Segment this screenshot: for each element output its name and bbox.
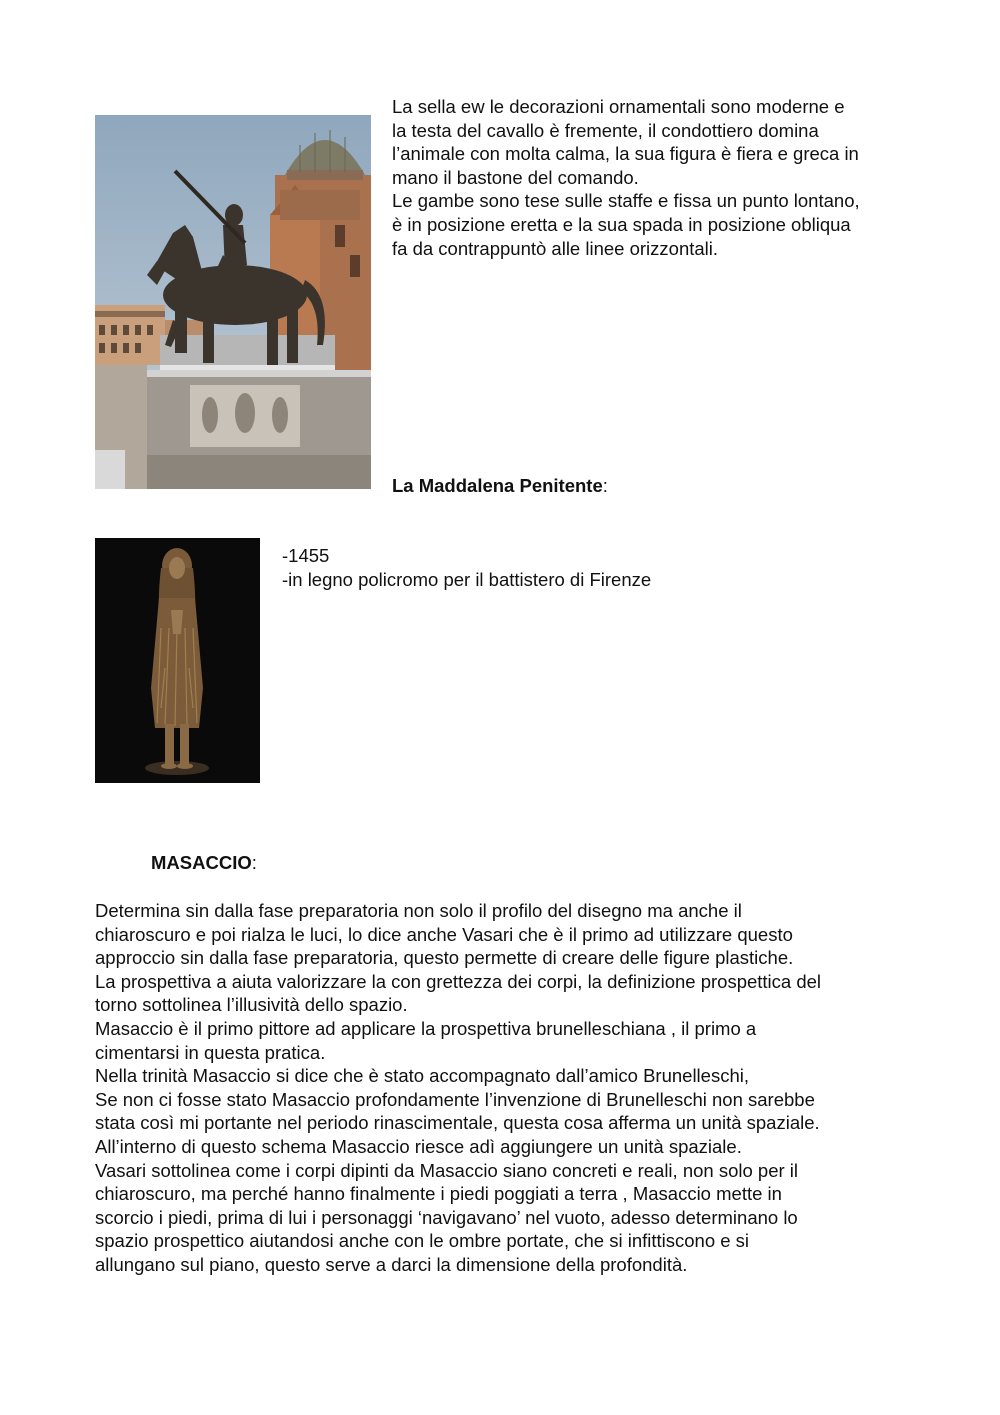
maddalena-heading-text: La Maddalena Penitente [392, 475, 603, 496]
text-line: Determina sin dalla fase preparatoria non solo il profilo del disegno ma anche il [95, 900, 742, 921]
maddalena-heading [392, 475, 608, 497]
text-line: allungano sul piano, questo serve a darci la dimensione della profondità. [95, 1253, 688, 1275]
text-line: è in posizione eretta e la sua spada in posizione obliqua [392, 213, 851, 235]
masaccio-heading [151, 852, 257, 874]
text-line: mano il bastone del comando. [392, 166, 639, 188]
text-line: La sella ew le decorazioni ornamentali sono moderne e [392, 96, 845, 117]
text-line: -in legno policromo per il battistero di Firenze [282, 568, 652, 590]
text-line: -1455 [282, 545, 330, 566]
gattamelata-description [392, 95, 860, 260]
text-line: All’interno di questo schema Masaccio riesce adì aggiungere un unità spaziale. [95, 1135, 742, 1157]
text-line: stata così mi portante nel periodo rinascimentale, questa cosa afferma un unità spaziale. [95, 1112, 820, 1134]
text-line: Nella trinità Masaccio si dice che è stato accompagnato dall’amico Brunelleschi, [95, 1065, 749, 1087]
masaccio-body [95, 899, 821, 1277]
maddalena-details [282, 544, 651, 591]
text-line: fa da contrappuntò alle linee orizzontali. [392, 237, 719, 259]
text-line: cimentarsi in questa pratica. [95, 1041, 326, 1063]
maddalena-photo [95, 538, 260, 783]
text-line: Masaccio è il primo pittore ad applicare la prospettiva brunelleschiana , il primo a [95, 1017, 757, 1039]
maddalena-heading-colon: : [602, 475, 608, 496]
text-line: approccio sin dalla fase preparatoria, questo permette di creare delle figure plastiche. [95, 947, 794, 969]
text-line: scorcio i piedi, prima di lui i personaggi ‘navigavano’ nel vuoto, adesso determinano lo [95, 1206, 798, 1228]
text-line: Se non ci fosse stato Masaccio profondamente l’invenzione di Brunelleschi non sarebbe [95, 1088, 815, 1110]
text-line: chiaroscuro e poi rialza le luci, lo dice anche Vasari che è il primo ad utilizzare questo [95, 923, 793, 945]
text-line: chiaroscuro, ma perché hanno finalmente i piedi poggiati a terra , Masaccio mette in [95, 1183, 782, 1205]
text-line: l’animale con molta calma, la sua figura è fiera e greca in [392, 143, 859, 165]
text-line: La prospettiva a aiuta valorizzare la con grettezza dei corpi, la definizione prospettica del [95, 970, 822, 992]
gattamelata-photo [95, 115, 371, 489]
text-line: Vasari sottolinea come i corpi dipinti da Masaccio siano concreti e reali, non solo per il [95, 1159, 799, 1181]
text-line: torno sottolinea l’illusività dello spazio. [95, 994, 408, 1016]
text-line: Le gambe sono tese sulle staffe e fissa un punto lontano, [392, 190, 860, 212]
text-line: spazio prospettico aiutandosi anche con le ombre portate, che si infittiscono e si [95, 1230, 750, 1252]
masaccio-heading-colon: : [251, 852, 257, 873]
text-line: la testa del cavallo è fremente, il condottiero domina [392, 119, 819, 141]
masaccio-heading-text: MASACCIO [151, 852, 252, 873]
